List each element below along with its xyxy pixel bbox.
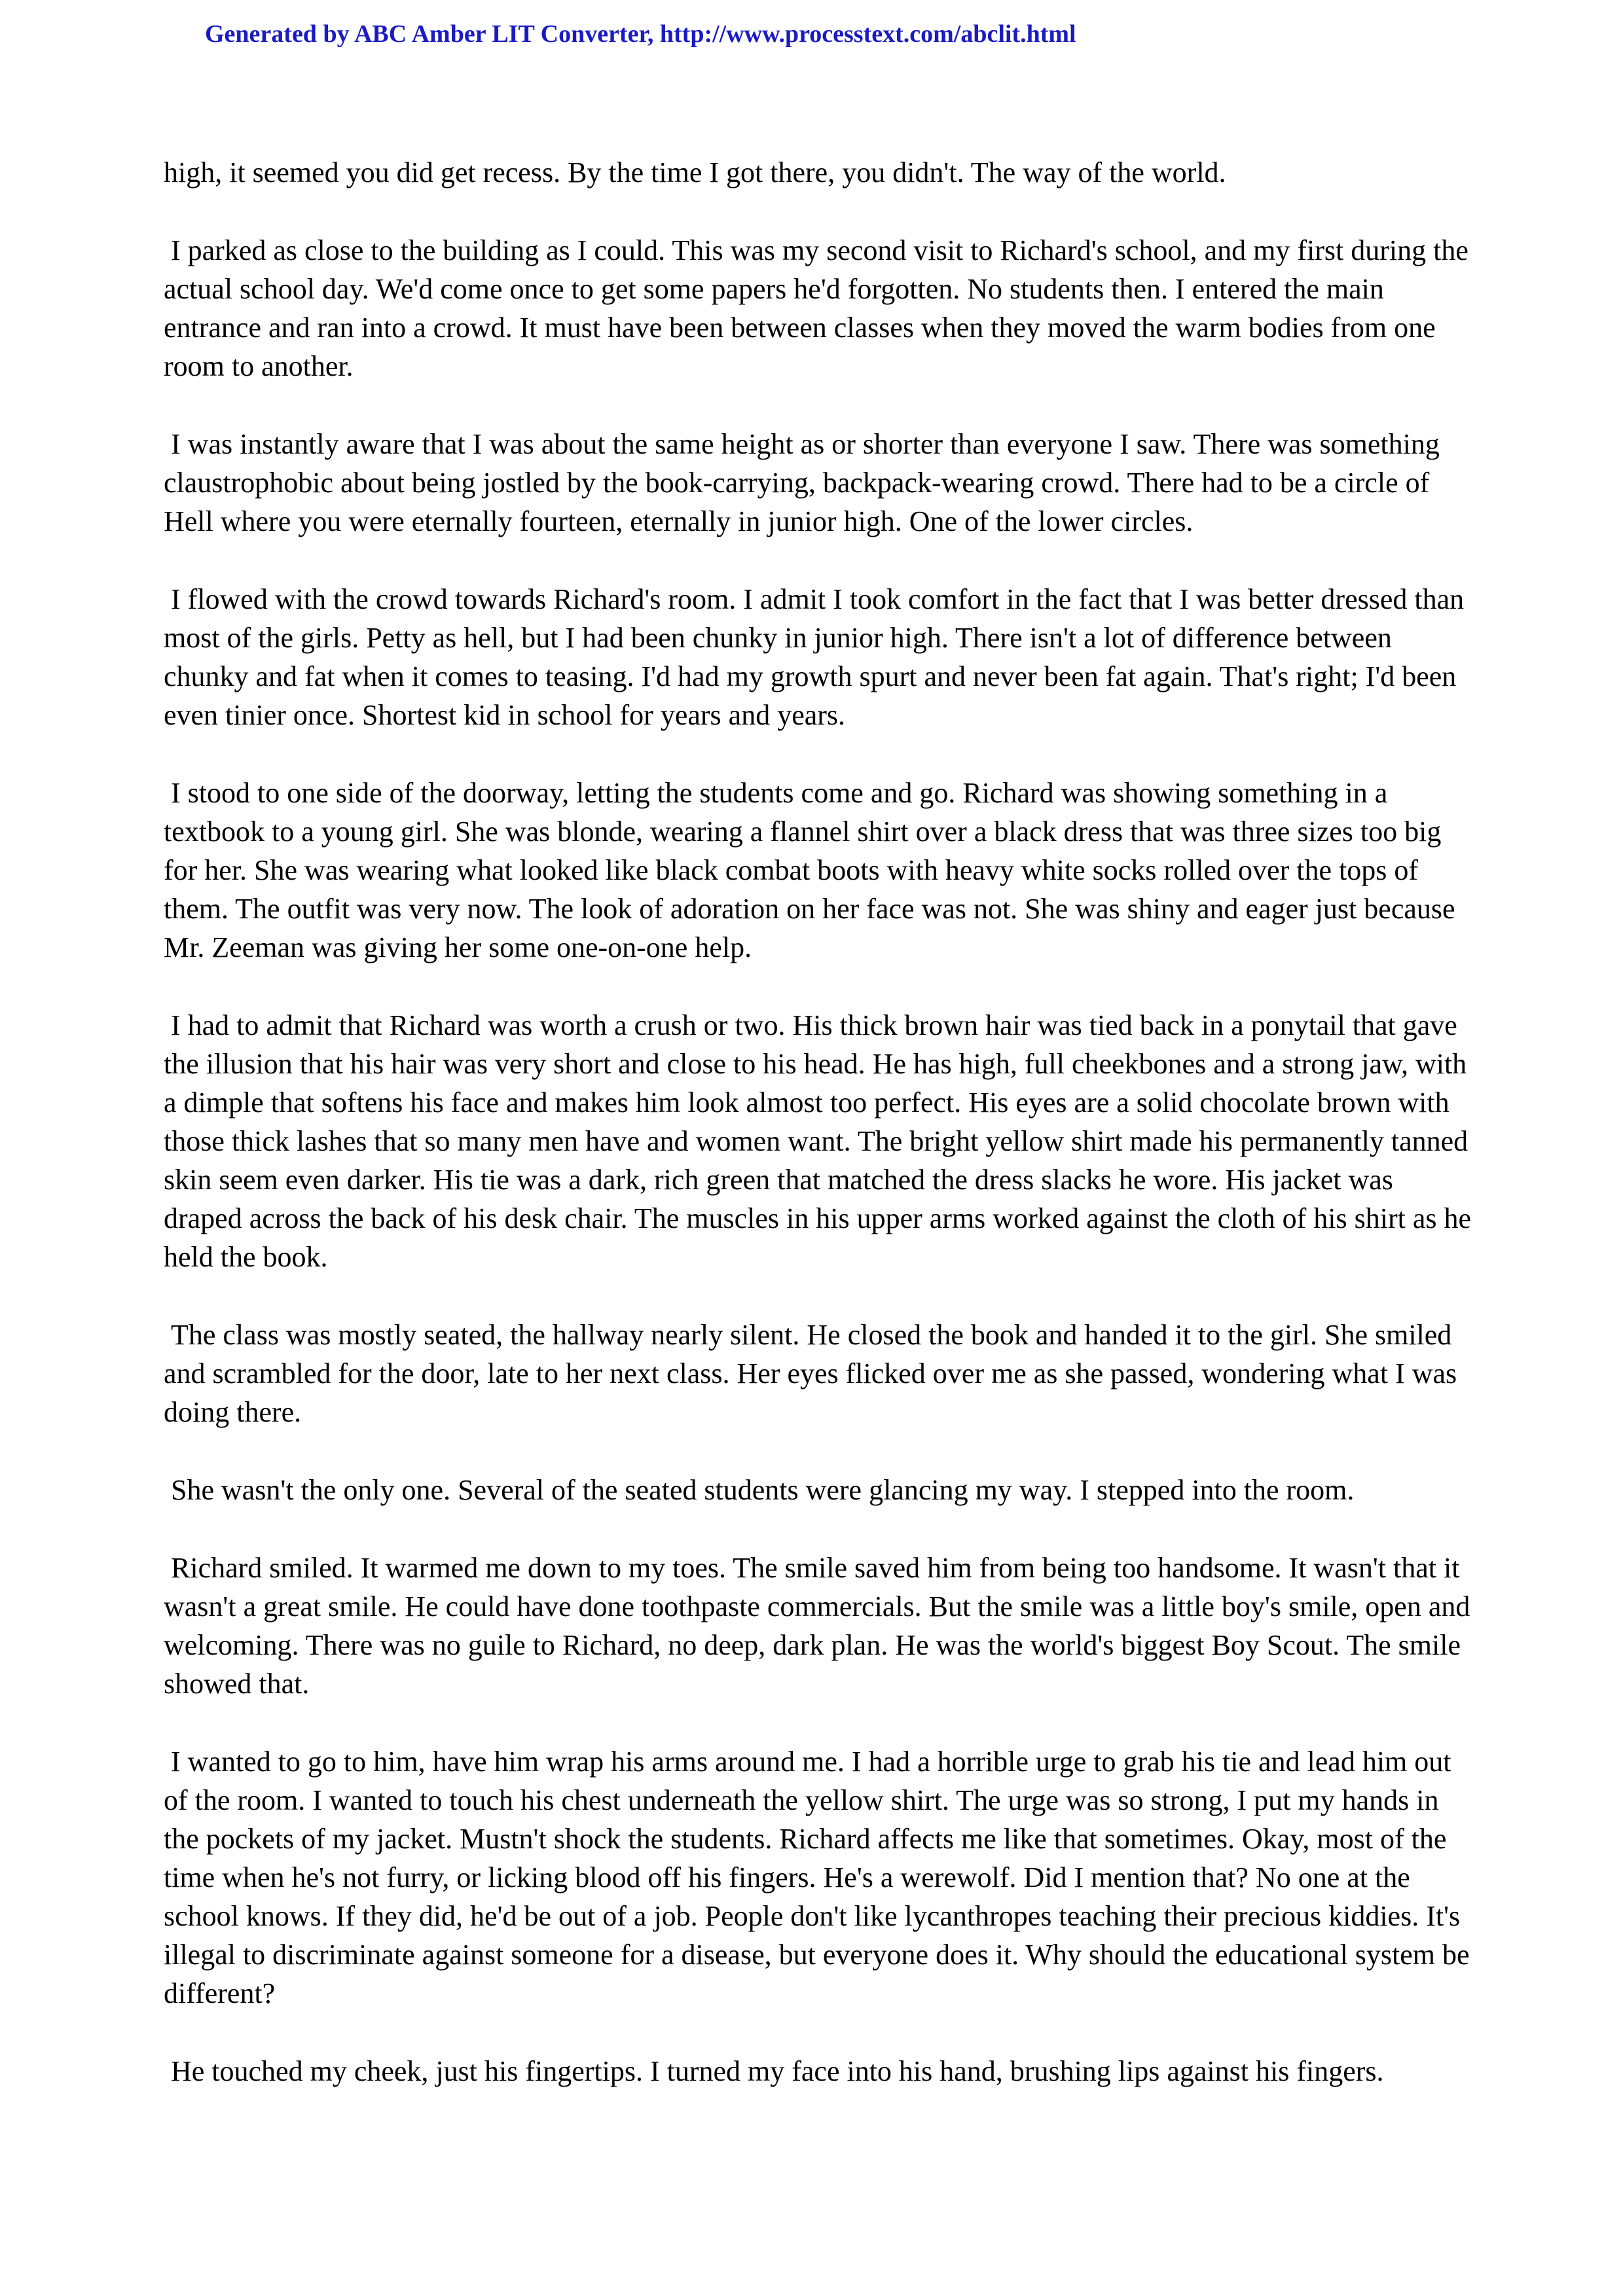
paragraph: Richard smiled. It warmed me down to my toes. The smile saved him from being too handsome. It wasn't that it wasn't a great smile. He could have done toothpaste commercials. But the smile was a little boy's smile, open and welcoming. There was no guile to Richard, no deep, dark plan. He was the world's biggest Boy Scout. The smile showed that. xyxy=(164,1552,1478,1700)
paragraph: I wanted to go to him, have him wrap his arms around me. I had a horrible urge to grab his tie and lead him out of the room. I wanted to touch his chest underneath the yellow shirt. The urge was so strong, I put my hands in the pockets of my jacket. Mustn't shock the students. Richard affects me like that sometimes. Okay, most of the time when he's not furry, or licking blood off his fingers. He's a werewolf. Did I mention that? No one at the school knows. If they did, he'd be out of a job. People don't like lycanthropes teaching their precious kiddies. It's illegal to discriminate against someone for a disease, but everyone does it. Why should the educational system be different? xyxy=(164,1746,1477,2009)
paragraph: The class was mostly seated, the hallway nearly silent. He closed the book and handed it to the girl. She smiled and scrambled for the door, late to her next class. Her eyes flicked over me as she passed, wondering what I was doing there. xyxy=(164,1319,1465,1428)
paragraph: I stood to one side of the doorway, letting the students come and go. Richard was showing something in a textbook to a young girl. She was blonde, wearing a flannel shirt over a black dress that was three sizes too big for her. She was wearing what looked like black combat boots with heavy white socks rolled over the tops of them. The outfit was very now. The look of adoration on her face was not. She was shiny and eager just because Mr. Zeeman was giving her some one-on-one help. xyxy=(164,777,1463,963)
paragraph: I had to admit that Richard was worth a crush or two. His thick brown hair was tied back in a ponytail that gave the illusion that his hair was very short and close to his head. He has high, full cheekbones and a strong jaw, with a dimple that softens his face and makes him look almost too perfect. His eyes are a solid chocolate brown with those thick lashes that so many men have and women want. The bright yellow shirt made his permanently tanned skin seem even darker. His tie was a dark, rich green that matched the dress slacks he wore. His jacket was draped across the back of his desk chair. The muscles in his upper arms worked against the cloth of his shirt as he held the book. xyxy=(164,1009,1479,1273)
paragraph: She wasn't the only one. Several of the seated students were glancing my way. I stepped into the room. xyxy=(164,1474,1355,1506)
paragraph: high, it seemed you did get recess. By the time I got there, you didn't. The way of the world. xyxy=(164,156,1226,188)
paragraph: I was instantly aware that I was about the same height as or shorter than everyone I saw. There was something claustrophobic about being jostled by the book-carrying, backpack-wearing crowd. There had to be a circle of Hell where you were eternally fourteen, eternally in junior high. One of the lower circles. xyxy=(164,428,1447,537)
converter-header: Generated by ABC Amber LIT Converter, http://www.processtext.com/abclit.html xyxy=(205,20,1076,48)
paragraph: I flowed with the crowd towards Richard's room. I admit I took comfort in the fact that I was better dressed than most of the girls. Petty as hell, but I had been chunky in junior high. There isn't a lot of difference between chunky and fat when it comes to teasing. I'd had my growth spurt and never been fat again. That's right; I'd been even tinier once. Shortest kid in school for years and years. xyxy=(164,583,1472,731)
paragraph: He touched my cheek, just his fingertips. I turned my face into his hand, brushing lips against his fingers. xyxy=(164,2055,1384,2087)
body-text xyxy=(164,153,1479,2090)
paragraph: I parked as close to the building as I could. This was my second visit to Richard's school, and my first during the actual school day. We'd come once to get some papers he'd forgotten. No students then. I entered the main entrance and ran into a crowd. It must have been between classes when they moved the warm bodies from one room to another. xyxy=(164,234,1476,382)
